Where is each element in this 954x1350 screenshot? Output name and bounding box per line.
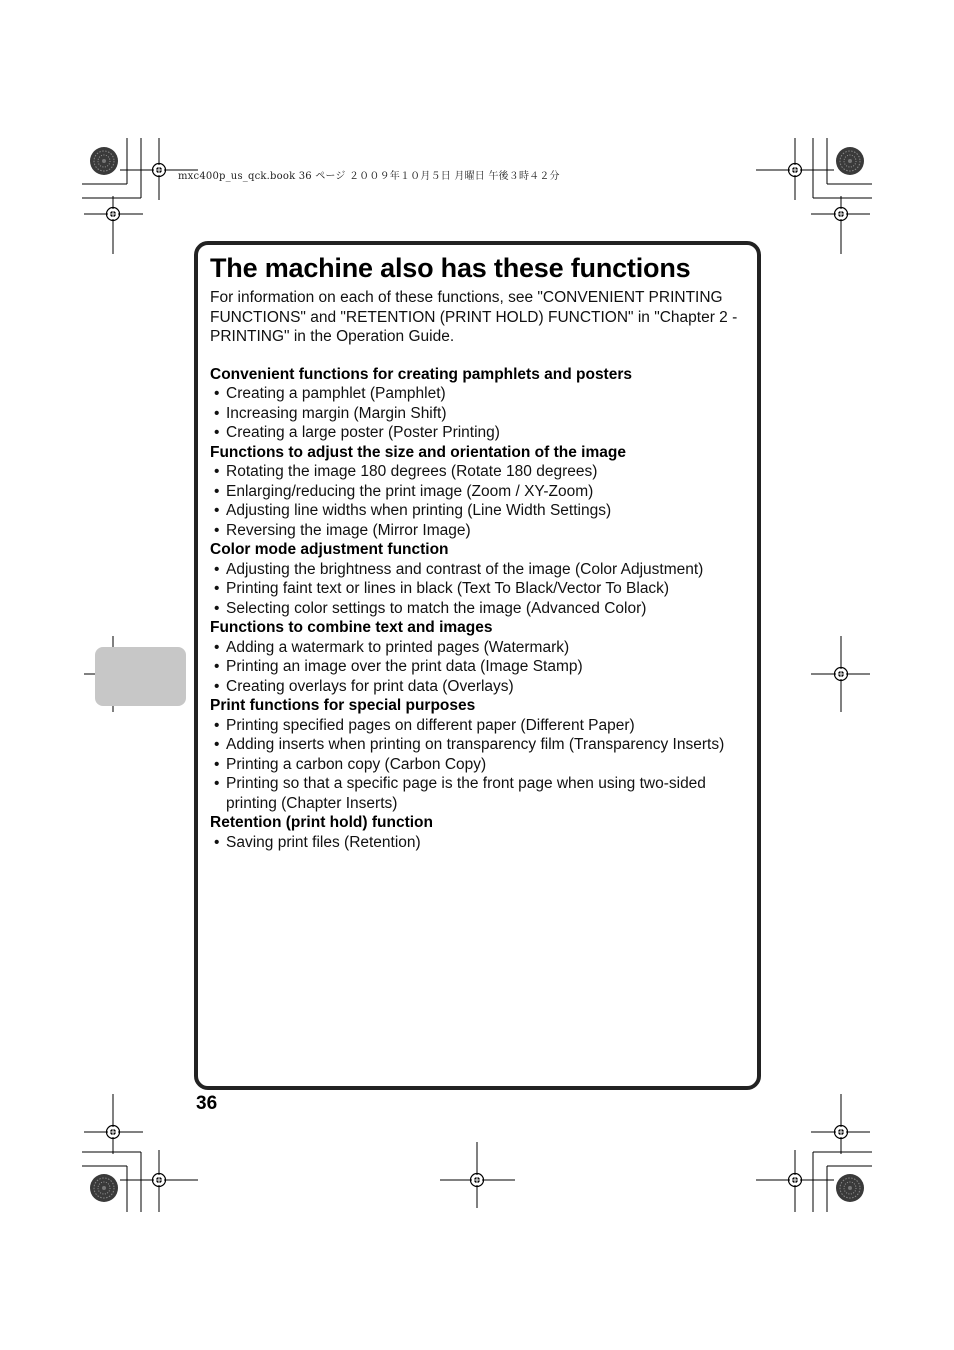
print-header: mxc400p_us_qck.book 36 ページ ２００９年１０月５日 月曜日 午後３時４２分 bbox=[178, 171, 560, 182]
list-item-text: Creating a large poster (Poster Printing) bbox=[226, 424, 500, 441]
list-item-text: Adding a watermark to printed pages (Watermark) bbox=[226, 638, 570, 656]
section-list bbox=[214, 384, 745, 443]
bullet-icon: • bbox=[214, 404, 220, 422]
list-item bbox=[214, 423, 745, 443]
bullet-icon: • bbox=[214, 385, 220, 402]
content-inner bbox=[210, 253, 745, 852]
list-item bbox=[214, 560, 745, 580]
list-item bbox=[214, 579, 745, 599]
list-item-text: Adjusting the brightness and contrast of the image (Color Adjustment) bbox=[226, 560, 704, 578]
section-heading: Functions to combine text and images bbox=[210, 619, 493, 636]
bullet-icon: • bbox=[214, 833, 220, 851]
list-item-text: Reversing the image (Mirror Image) bbox=[226, 521, 471, 539]
function-section bbox=[210, 540, 745, 618]
function-section bbox=[210, 618, 745, 696]
list-item bbox=[214, 774, 745, 813]
bullet-icon: • bbox=[214, 580, 220, 597]
list-item bbox=[214, 404, 745, 424]
section-list bbox=[214, 560, 745, 619]
list-item-text: Adding inserts when printing on transparency film (Transparency Inserts) bbox=[226, 736, 725, 753]
list-item-text: Saving print files (Retention) bbox=[226, 833, 421, 851]
section-list bbox=[214, 638, 745, 697]
list-item bbox=[214, 677, 745, 697]
list-item bbox=[214, 735, 745, 755]
list-item bbox=[214, 755, 745, 775]
page-number: 36 bbox=[196, 1093, 218, 1114]
list-item-text: Increasing margin (Margin Shift) bbox=[226, 404, 447, 422]
bullet-icon: • bbox=[214, 638, 220, 656]
list-item-text: Creating a pamphlet (Pamphlet) bbox=[226, 385, 446, 402]
bullet-icon: • bbox=[214, 677, 220, 695]
list-item-text: Selecting color settings to match the image (Advanced Color) bbox=[226, 599, 647, 617]
section-heading: Color mode adjustment function bbox=[210, 541, 449, 558]
bullet-icon: • bbox=[214, 424, 220, 441]
bullet-icon: • bbox=[214, 755, 220, 773]
list-item-text: Creating overlays for print data (Overlays) bbox=[226, 677, 514, 695]
function-section bbox=[210, 443, 745, 541]
function-section bbox=[210, 365, 745, 443]
bullet-icon: • bbox=[214, 599, 220, 617]
chapter-side-tab bbox=[95, 647, 186, 706]
list-item bbox=[214, 638, 745, 658]
section-heading: Print functions for special purposes bbox=[210, 697, 476, 714]
bullet-icon: • bbox=[214, 658, 220, 675]
list-item bbox=[214, 521, 745, 541]
page-title: The machine also has these functions bbox=[210, 253, 691, 283]
content-box bbox=[194, 241, 761, 1090]
bullet-icon: • bbox=[214, 775, 220, 792]
section-heading: Convenient functions for creating pamphlets and posters bbox=[210, 365, 632, 383]
section-heading: Retention (print hold) function bbox=[210, 814, 433, 831]
section-heading: Functions to adjust the size and orientation of the image bbox=[210, 443, 626, 461]
list-item bbox=[214, 501, 745, 521]
bullet-icon: • bbox=[214, 716, 220, 734]
bullet-icon: • bbox=[214, 521, 220, 539]
list-item-text: Printing specified pages on different paper (Different Paper) bbox=[226, 716, 635, 734]
list-item-text: Printing so that a specific page is the front page when using two-sided printing (Chapter Inserts) bbox=[226, 775, 706, 812]
list-item bbox=[214, 462, 745, 482]
section-list bbox=[214, 716, 745, 814]
bullet-icon: • bbox=[214, 736, 220, 753]
section-list bbox=[214, 833, 745, 853]
section-list bbox=[214, 462, 745, 540]
bullet-icon: • bbox=[214, 502, 220, 519]
list-item-text: Enlarging/reducing the print image (Zoom / XY-Zoom) bbox=[226, 482, 594, 500]
bullet-icon: • bbox=[214, 482, 220, 500]
list-item bbox=[214, 657, 745, 677]
function-sections bbox=[210, 365, 745, 853]
intro-text: For information on each of these functions, see "CONVENIENT PRINTING FUNCTIONS" and "RETENTION (PRINT HOLD) FUNCTION" in "Chapter 2 - PRINTING" in the Operation Guide. bbox=[210, 289, 738, 345]
list-item bbox=[214, 384, 745, 404]
list-item-text: Printing a carbon copy (Carbon Copy) bbox=[226, 755, 487, 773]
list-item-text: Printing an image over the print data (Image Stamp) bbox=[226, 658, 583, 675]
list-item bbox=[214, 599, 745, 619]
list-item bbox=[214, 482, 745, 502]
bullet-icon: • bbox=[214, 463, 220, 480]
list-item-text: Printing faint text or lines in black (Text To Black/Vector To Black) bbox=[226, 580, 670, 597]
list-item-text: Rotating the image 180 degrees (Rotate 180 degrees) bbox=[226, 463, 598, 480]
function-section bbox=[210, 696, 745, 813]
bullet-icon: • bbox=[214, 560, 220, 578]
list-item bbox=[214, 833, 745, 853]
function-section bbox=[210, 813, 745, 852]
list-item bbox=[214, 716, 745, 736]
list-item-text: Adjusting line widths when printing (Line Width Settings) bbox=[226, 502, 612, 519]
